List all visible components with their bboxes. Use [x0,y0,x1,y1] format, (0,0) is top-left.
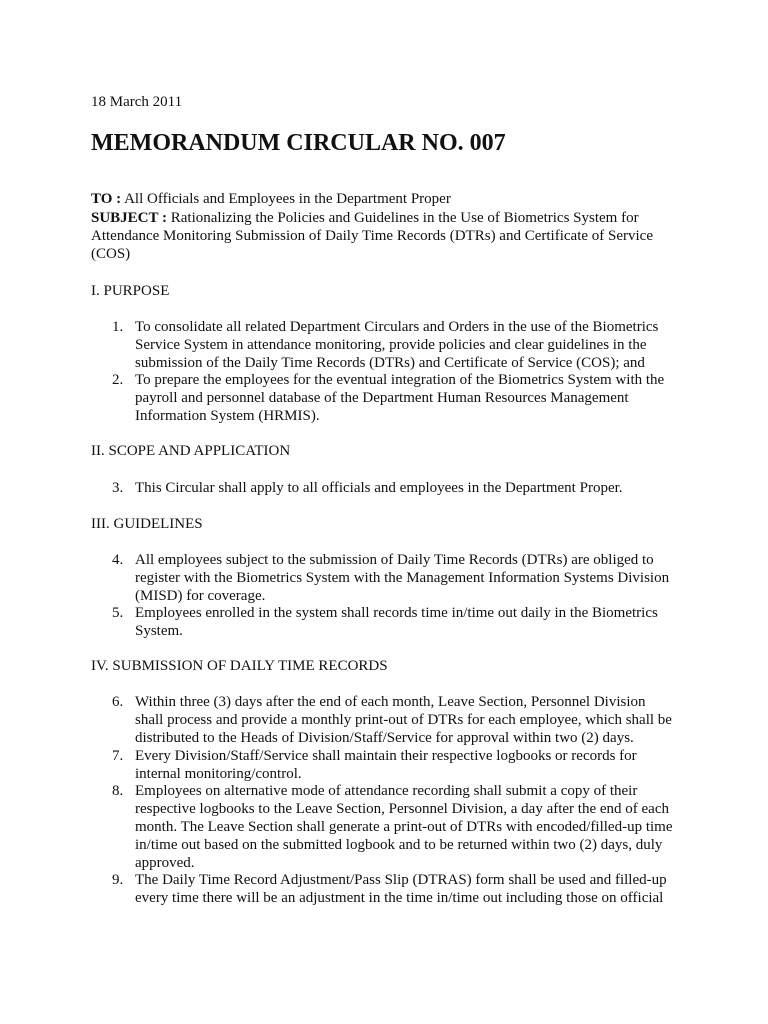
item-number: 4. [112,552,124,568]
item-line: Within three (3) days after the end of each month, Leave Section, Personnel Division [135,694,646,710]
item-line: approved. [135,855,195,871]
item-text [135,551,669,605]
item-line: Service System in attendance monitoring, provide policies and clear guidelines in the [135,337,647,353]
item-text [135,871,667,907]
item-line: The Daily Time Record Adjustment/Pass Slip (DTRAS) form shall be used and filled-up [135,872,667,888]
section-heading-purpose: I. PURPOSE [91,283,170,299]
section-heading-submission: IV. SUBMISSION OF DAILY TIME RECORDS [91,658,388,674]
item-line: shall process and provide a monthly print-out of DTRs for each employee, which shall be [135,712,672,728]
item-line: To consolidate all related Department Circulars and Orders in the use of the Biometrics [135,319,659,335]
item-text [135,782,673,872]
item-number: 9. [112,872,124,888]
item-number: 2. [112,372,124,388]
item-line: register with the Biometrics System with the Management Information Systems Division [135,570,670,586]
item-line: (MISD) for coverage. [135,588,266,604]
item-text [135,371,664,425]
memo-subject [91,209,691,263]
item-line: in/time out based on the submitted logbook and to be returned within two (2) days, duly [135,837,663,853]
section-heading-guidelines: III. GUIDELINES [91,516,203,532]
item-text [135,747,637,783]
subject-line: Rationalizing the Policies and Guidelines in the Use of Biometrics System for [170,210,639,226]
to-text: All Officials and Employees in the Department Proper [124,191,451,207]
item-line: payroll and personnel database of the Department Human Resources Management [135,390,629,406]
item-number: 8. [112,783,124,799]
item-line: respective logbooks to the Leave Section, Personnel Division, a day after the end of each [135,801,669,817]
item-number: 1. [112,319,124,335]
item-line: Employees on alternative mode of attendance recording shall submit a copy of their [135,783,638,799]
item-line: Information System (HRMIS). [135,408,320,424]
item-line: System. [135,623,183,639]
memo-date: 18 March 2011 [91,94,183,110]
item-text [135,604,658,640]
item-line: To prepare the employees for the eventual integration of the Biometrics System with the [135,372,665,388]
item-text [135,693,672,747]
item-line: Every Division/Staff/Service shall maintain their respective logbooks or records for [135,748,637,764]
item-line: Employees enrolled in the system shall records time in/time out daily in the Biometrics [135,605,658,621]
item-number: 6. [112,694,124,710]
item-line: This Circular shall apply to all officials and employees in the Department Proper. [135,480,623,496]
item-line: All employees subject to the submission of Daily Time Records (DTRs) are obliged to [135,552,654,568]
to-label: TO : [91,191,122,207]
item-text [135,479,623,497]
memo-title: MEMORANDUM CIRCULAR NO. 007 [91,130,506,156]
item-line: every time there will be an adjustment in the time in/time out including those on official [135,890,664,906]
item-text [135,318,658,372]
section-heading-scope: II. SCOPE AND APPLICATION [91,443,291,459]
subject-label: SUBJECT : [91,210,167,226]
item-line: month. The Leave Section shall generate a print-out of DTRs with encoded/filled-up time [135,819,673,835]
subject-line: Attendance Monitoring Submission of Daily Time Records (DTRs) and Certificate of Service [91,228,653,244]
item-number: 3. [112,480,124,496]
item-line: submission of the Daily Time Records (DTRs) and Certificate of Service (COS); and [135,355,645,371]
memo-to-line [91,190,691,208]
item-number: 7. [112,748,124,764]
item-number: 5. [112,605,124,621]
item-line: distributed to the Heads of Division/Staff/Service for approval within two (2) days. [135,730,634,746]
subject-line: (COS) [91,246,131,262]
item-line: internal monitoring/control. [135,766,302,782]
